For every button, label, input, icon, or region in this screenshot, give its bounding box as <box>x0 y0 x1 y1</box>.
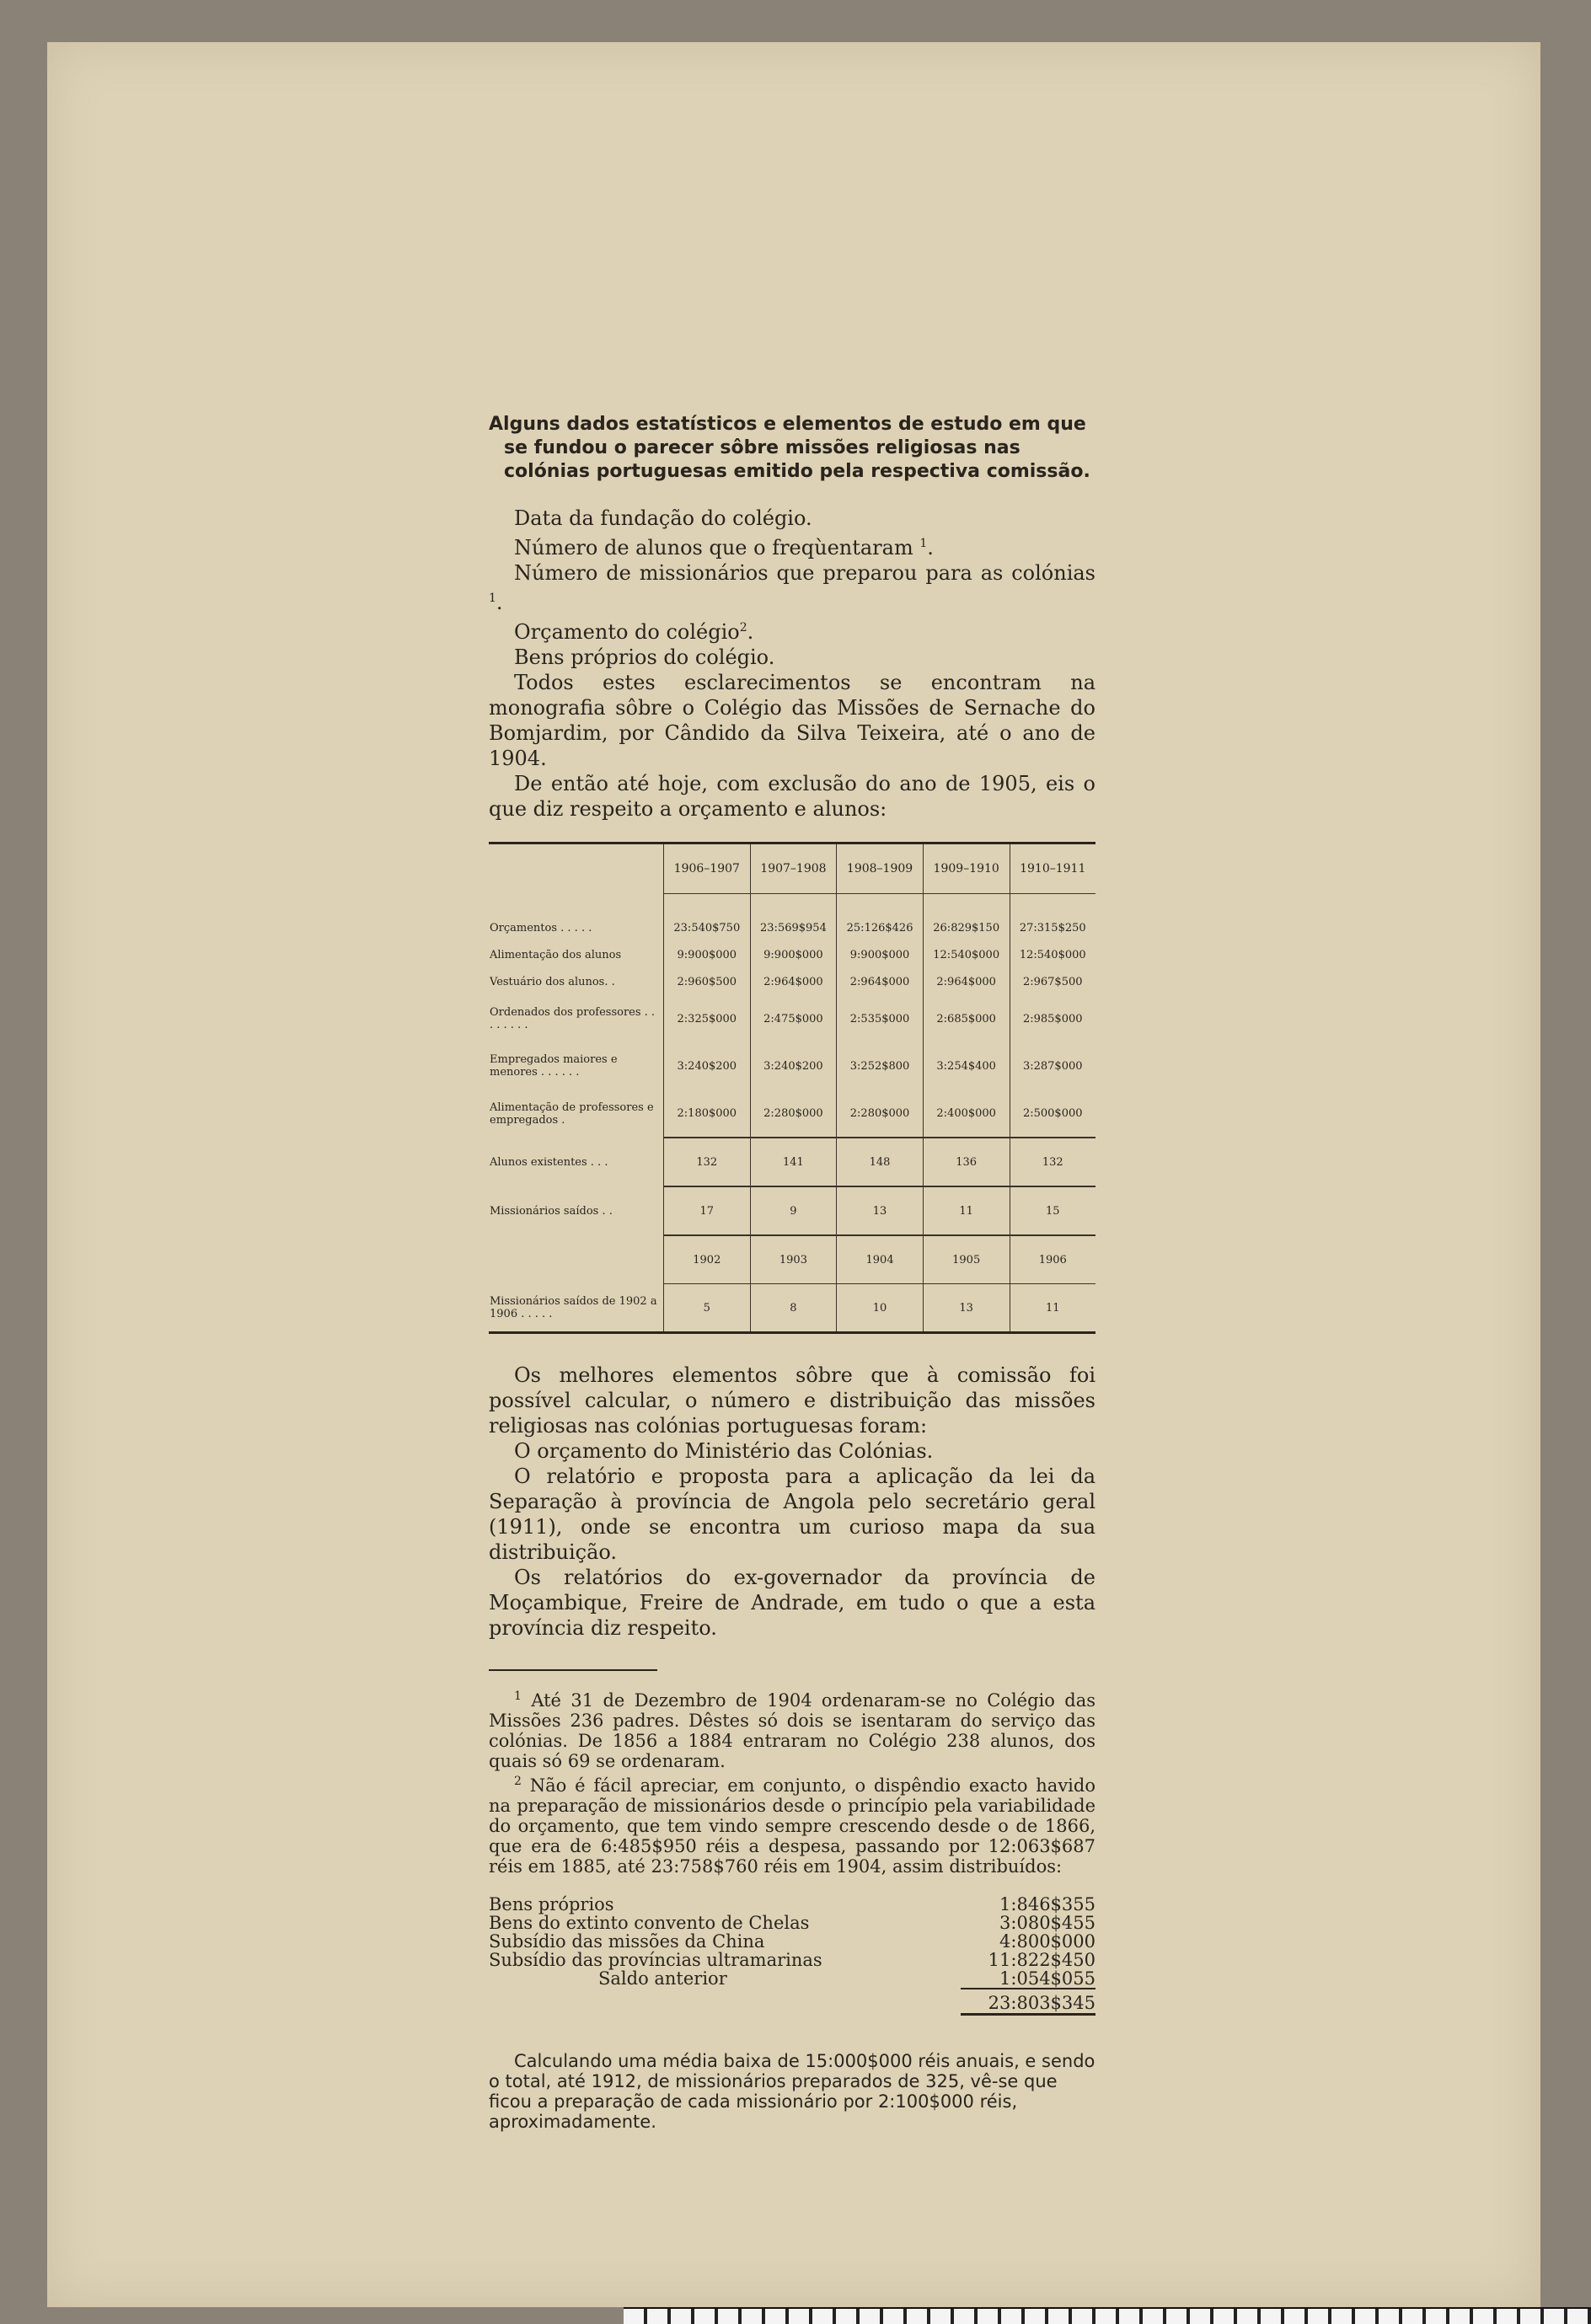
item-line: Orçamento do colégio$^2$. <box>514 620 754 644</box>
text-column <box>489 413 1095 2150</box>
table-row: Ordenados dos professores . . . . . . . . 2:325$000 2:475$000 2:535$000 2:685$000 2:985$000 <box>489 995 1095 1042</box>
breakdown-row: Saldo anterior 1:054$055 <box>598 1968 1095 1989</box>
breakdown-total: 23:803$345 <box>961 1988 1095 2016</box>
breakdown-row: Subsídio das missões da China 4:800$000 <box>489 1931 1095 1952</box>
alunos-row: Alunos existentes . . . 132 141 148 136 132 <box>489 1138 1095 1186</box>
item-line: Número de alunos que o freqùentaram $^1$. <box>514 536 934 560</box>
year-header: 1908–1909 <box>837 844 924 894</box>
budget-table <box>489 842 1095 1334</box>
missionarios-row: Missionários saídos . . 17 9 13 11 15 <box>489 1186 1095 1235</box>
breakdown-row: Bens próprios 1:846$355 <box>489 1894 1095 1914</box>
paragraph: Os relatórios do ex-governador da província de Moçambique, Freire de Andrade, em tudo o que a esta província diz respeito. <box>489 1566 1095 1640</box>
item-line: Número de missionários que preparou para as colónias $^1$. <box>489 561 1095 614</box>
table-row: Orçamentos . . . . . 23:540$750 23:569$954 25:126$426 26:829$150 27:315$250 <box>489 914 1095 941</box>
paragraph: O orçamento do Ministério das Colónias. <box>514 1439 934 1463</box>
years2-row: 1902 1903 1904 1905 1906 <box>489 1235 1095 1284</box>
paragraph: O relatório e proposta para a aplicação da lei da Separação à província de Angola pelo secretário geral (1911), onde se encontra um curioso mapa da sua distribuição. <box>489 1465 1095 1564</box>
table-row: Alimentação dos alunos 9:900$000 9:900$000 9:900$000 12:540$000 12:540$000 <box>489 941 1095 968</box>
scale-ruler <box>624 2307 1591 2324</box>
table-row: Alimentação de professores e empregados . 2:180$000 2:280$000 2:280$000 2:400$000 2:500$000 <box>489 1090 1095 1138</box>
item-line: Bens próprios do colégio. <box>514 645 775 669</box>
document-heading: Alguns dados estatísticos e elementos de estudo em que se fundou o parecer sôbre missões religiosas nas colónias portuguesas emitido pela respectiva comissão. <box>489 414 1090 482</box>
missionarios2-row: Missionários saídos de 1902 a 1906 . . . . . 5 8 10 13 11 <box>489 1284 1095 1332</box>
year-header: 1910–1911 <box>1010 844 1095 894</box>
breakdown-row: Bens do extinto convento de Chelas 3:080$455 <box>489 1913 1095 1933</box>
table-row: Empregados maiores e menores . . . . . . 3:240$200 3:240$200 3:252$800 3:254$400 3:287$000 <box>489 1042 1095 1090</box>
paragraph: De então até hoje, com exclusão do ano de 1905, eis o que diz respeito a orçamento e alunos: <box>489 772 1095 821</box>
footnote-1: $^1$ Até 31 de Dezembro de 1904 ordenaram-se no Colégio das Missões 236 padres. Dêstes só dois se isentaram do serviço das colónias. De 1856 a 1884 entraram no Colégio 238 alunos, dos quais só 69 se ordenaram. <box>489 1689 1096 1771</box>
paragraph: Os melhores elementos sôbre que à comissão foi possível calcular, o número e distribuição das missões religiosas nas colónias portuguesas foram: <box>489 1363 1095 1438</box>
paragraph: Todos estes esclarecimentos se encontram na monografia sôbre o Colégio das Missões de Sernache do Bomjardim, por Cândido da Silva Teixeira, até o ano de 1904. <box>489 671 1095 770</box>
year-header: 1909–1910 <box>923 844 1010 894</box>
final-paragraph: Calculando uma média baixa de 15:000$000 réis anuais, e sendo o total, até 1912, de missionários preparados de 325, vê-se que ficou a preparação de cada missionário por 2:100$000 réis, aproximadamente. <box>489 2051 1095 2132</box>
footnote-divider <box>489 1669 657 1671</box>
year-header: 1906–1907 <box>664 844 751 894</box>
table-row: Vestuário dos alunos. . 2:960$500 2:964$000 2:964$000 2:964$000 2:967$500 <box>489 968 1095 995</box>
year-header: 1907–1908 <box>750 844 837 894</box>
footnote-2: $^2$ Não é fácil apreciar, em conjunto, o dispêndio exacto havido na preparação de missionários desde o princípio pela variabilidade do orçamento, que tem vindo sempre crescendo desde o de 1866, que era de 6:485$950 réis a despesa, passando por 12:063$687 réis em 1885, até 23:758$760 réis em 1904, assim distribuídos: <box>489 1775 1095 1877</box>
breakdown-row: Subsídio das províncias ultramarinas 11:822$450 <box>489 1950 1095 1970</box>
item-line: Data da fundação do colégio. <box>514 506 812 530</box>
breakdown-list <box>489 1895 1095 2016</box>
